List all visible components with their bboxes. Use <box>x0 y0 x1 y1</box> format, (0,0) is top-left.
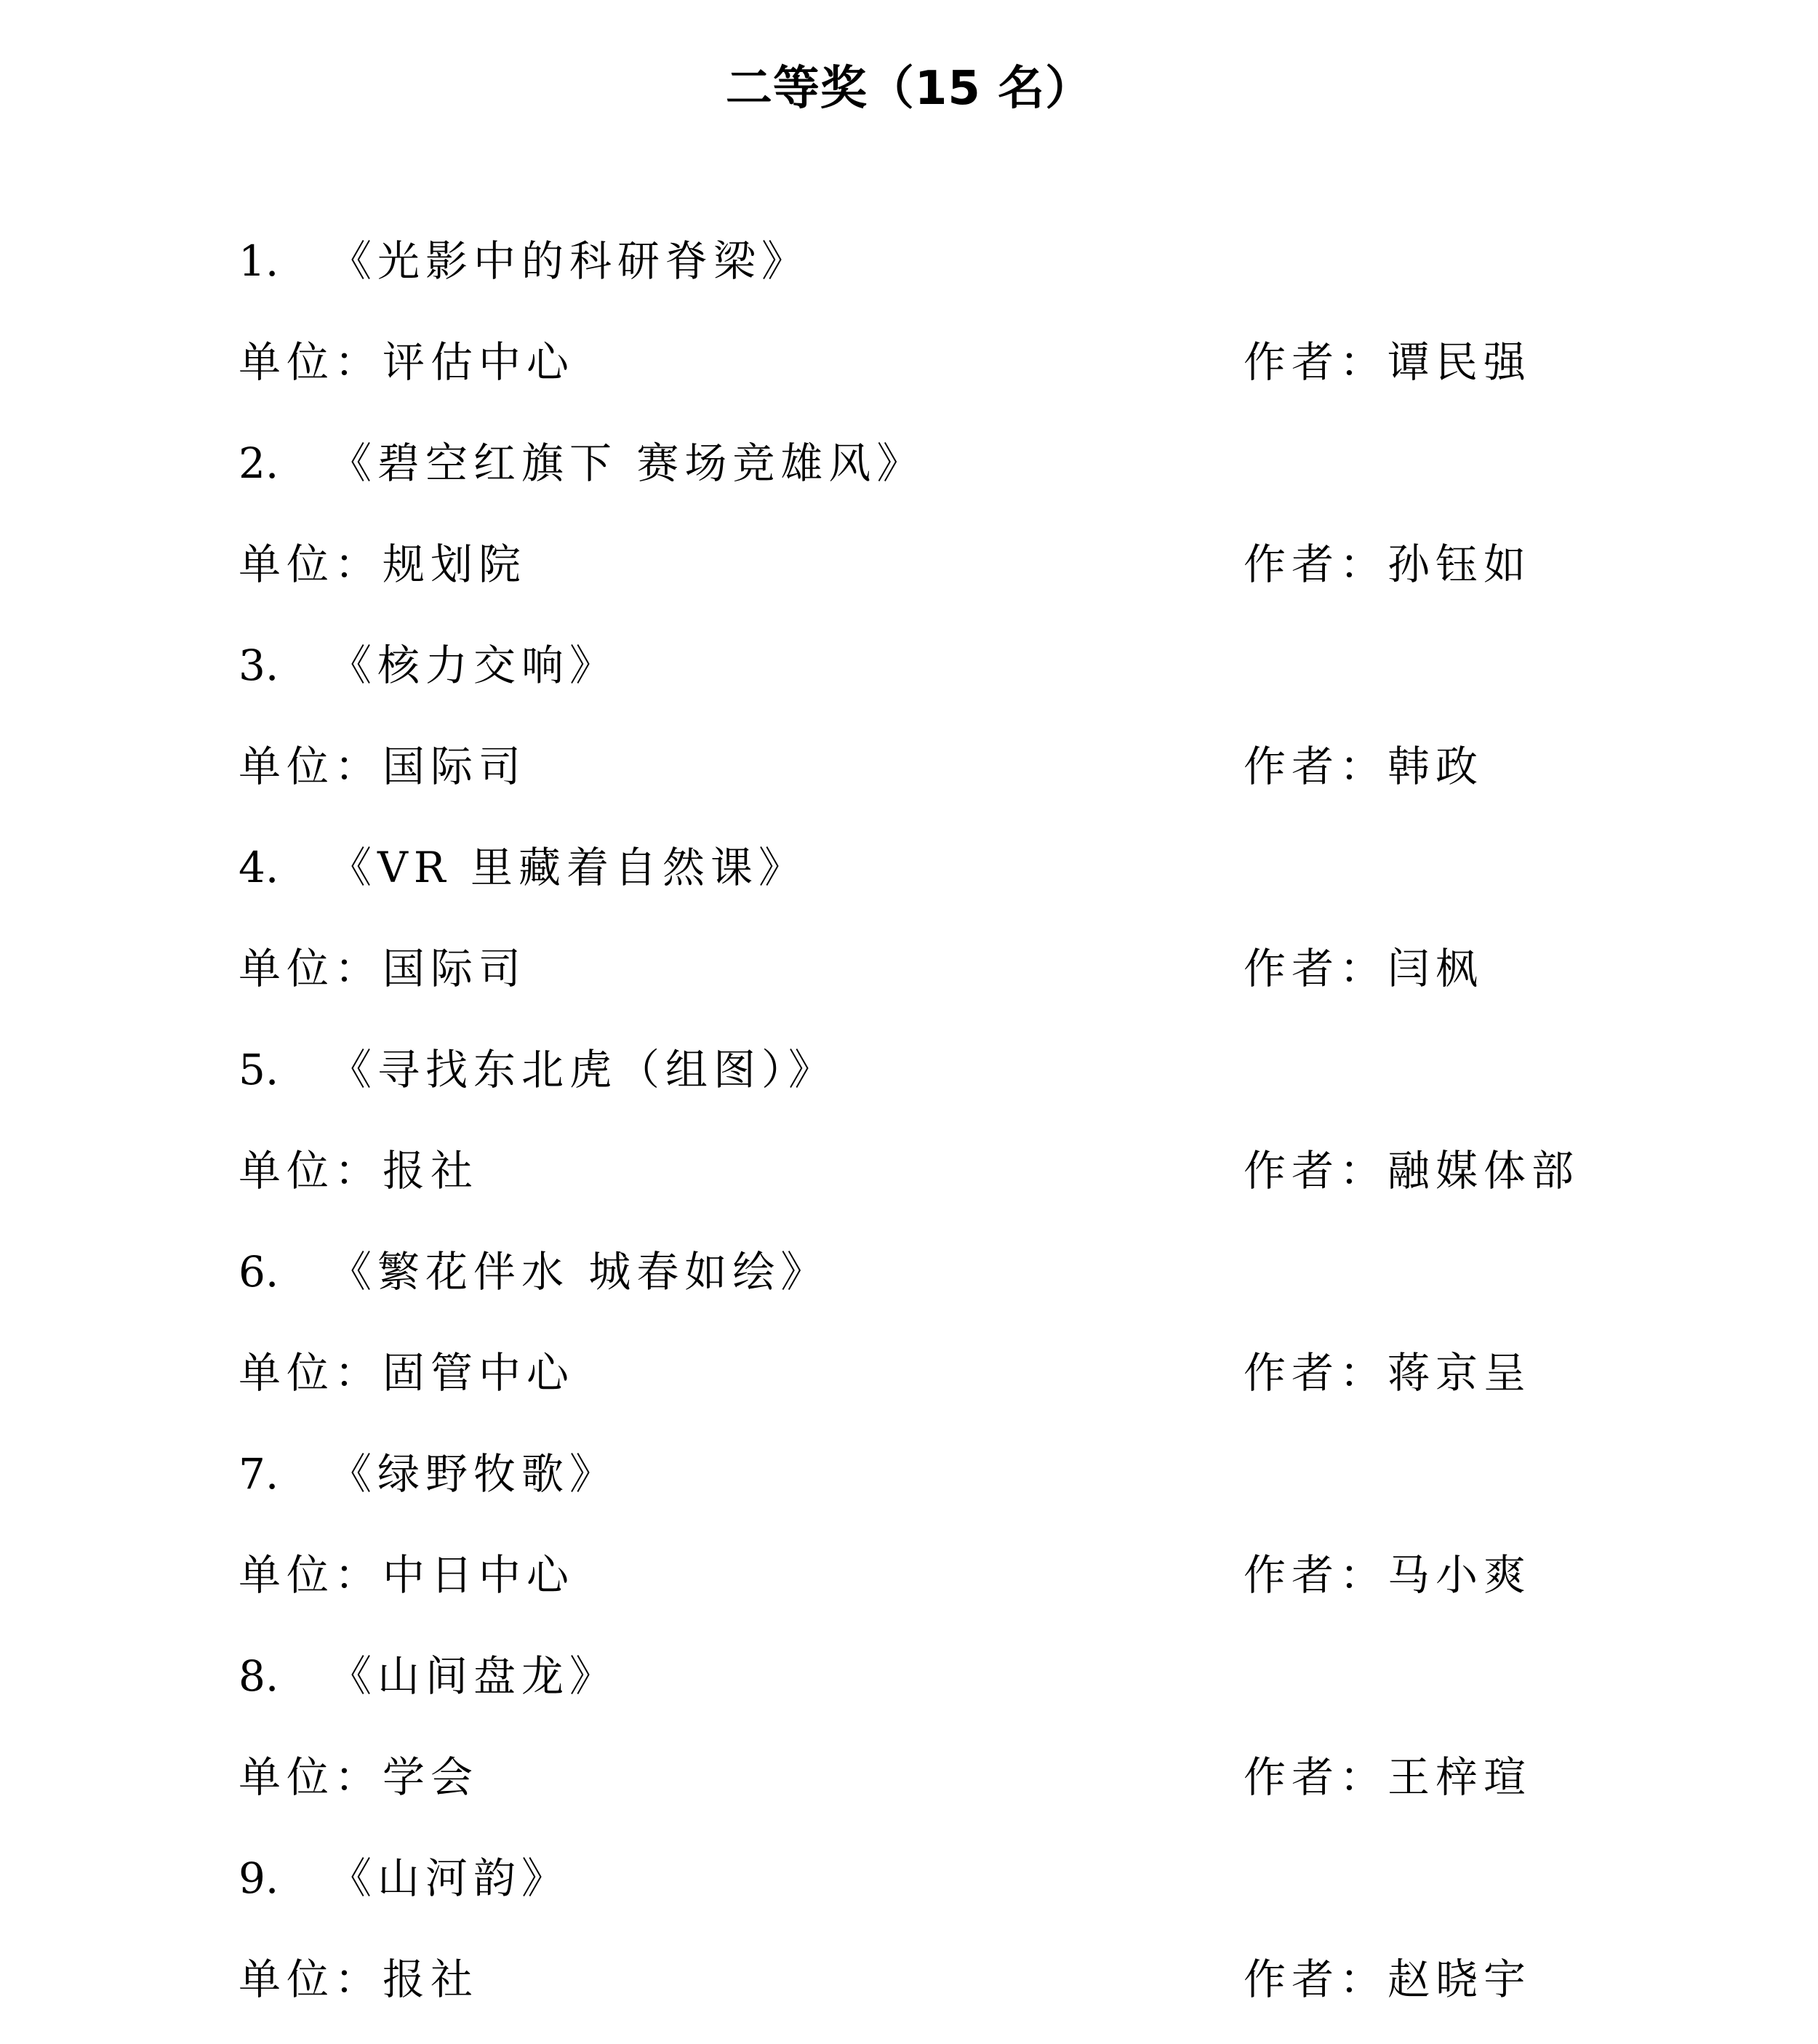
entry-title: 《绿野牧歌》 <box>329 1449 618 1499</box>
award-list <box>239 211 1620 2030</box>
author-label: 作者： <box>1244 1955 1388 2004</box>
unit-value: 报社 <box>383 1955 479 2004</box>
entry-title: 《山河韵》 <box>329 1853 570 1903</box>
entry-title: 《寻找东北虎（组图）》 <box>329 1045 837 1094</box>
entry-author <box>1244 1120 1579 1222</box>
entry-unit <box>239 918 526 1019</box>
entry-title-line <box>239 1424 1620 1524</box>
author-label: 作者： <box>1244 337 1388 387</box>
unit-value: 学会 <box>383 1752 479 1802</box>
entry-title: 《光影中的科研脊梁》 <box>329 236 810 286</box>
entry-number: 6. <box>239 1247 279 1296</box>
unit-label: 单位： <box>239 944 383 993</box>
author-value: 谭民强 <box>1387 337 1532 387</box>
entry-unit <box>239 1726 478 1828</box>
unit-label: 单位： <box>239 1146 383 1195</box>
entry-meta-line <box>239 1524 1620 1626</box>
entry-number: 5. <box>239 1045 279 1094</box>
author-value: 韩政 <box>1387 742 1484 791</box>
page-title: 二等奖（15 名） <box>725 62 1093 116</box>
entry-title-line <box>239 1222 1620 1322</box>
entry-title: 《核力交响》 <box>329 641 618 690</box>
entry-unit <box>239 311 574 413</box>
entry-meta-line <box>239 513 1620 615</box>
unit-value: 报社 <box>383 1146 479 1195</box>
entry-author <box>1244 1322 1531 1424</box>
entry-unit <box>239 513 526 615</box>
entry-title-line <box>239 1626 1620 1726</box>
list-item <box>239 1019 1620 1222</box>
author-value: 赵晓宇 <box>1387 1955 1532 2004</box>
unit-label: 单位： <box>239 1550 383 1600</box>
entry-author <box>1244 1928 1531 2030</box>
entry-meta-line <box>239 1928 1620 2030</box>
entry-meta-line <box>239 1120 1620 1222</box>
author-value: 马小爽 <box>1387 1550 1532 1600</box>
entry-title-line <box>239 1019 1620 1120</box>
unit-value: 固管中心 <box>383 1348 575 1398</box>
author-label: 作者： <box>1244 1146 1388 1195</box>
entry-number: 4. <box>239 843 279 892</box>
unit-label: 单位： <box>239 742 383 791</box>
author-label: 作者： <box>1244 1752 1388 1802</box>
entry-number: 3. <box>239 641 279 690</box>
author-label: 作者： <box>1244 1550 1388 1600</box>
unit-value: 规划院 <box>383 540 527 589</box>
entry-number: 8. <box>239 1651 279 1701</box>
entry-meta-line <box>239 1726 1620 1828</box>
entry-meta-line <box>239 918 1620 1019</box>
entry-unit <box>239 716 526 817</box>
entry-unit <box>239 1928 478 2030</box>
entry-title: 《山间盘龙》 <box>329 1651 618 1701</box>
unit-label: 单位： <box>239 540 383 589</box>
list-item <box>239 1222 1620 1424</box>
entry-title: 《碧空红旗下 赛场竞雄风》 <box>329 438 925 488</box>
unit-label: 单位： <box>239 1348 383 1398</box>
entry-title-line <box>239 615 1620 716</box>
entry-number: 2. <box>239 438 279 488</box>
entry-meta-line <box>239 311 1620 413</box>
entry-unit <box>239 1524 574 1626</box>
entry-meta-line <box>239 716 1620 817</box>
author-value: 王梓瑄 <box>1387 1752 1532 1802</box>
author-value: 融媒体部 <box>1387 1146 1580 1195</box>
list-item <box>239 1828 1620 2030</box>
list-item <box>239 1626 1620 1828</box>
author-value: 孙钰如 <box>1387 540 1532 589</box>
entry-number: 9. <box>239 1853 279 1903</box>
unit-value: 评估中心 <box>383 337 575 387</box>
entry-author <box>1244 311 1531 413</box>
entry-number: 7. <box>239 1449 279 1499</box>
unit-label: 单位： <box>239 337 383 387</box>
author-label: 作者： <box>1244 944 1388 993</box>
author-label: 作者： <box>1244 1348 1388 1398</box>
entry-number: 1. <box>239 236 279 286</box>
author-label: 作者： <box>1244 742 1388 791</box>
entry-title-line <box>239 413 1620 513</box>
list-item <box>239 413 1620 615</box>
entry-unit <box>239 1120 478 1222</box>
author-label: 作者： <box>1244 540 1388 589</box>
author-value: 蒋京呈 <box>1387 1348 1532 1398</box>
entry-author <box>1244 513 1531 615</box>
entry-meta-line <box>239 1322 1620 1424</box>
unit-value: 国际司 <box>383 742 527 791</box>
list-item <box>239 615 1620 817</box>
entry-author <box>1244 1726 1531 1828</box>
entry-title-line <box>239 211 1620 311</box>
list-item <box>239 211 1620 413</box>
entry-title-line <box>239 817 1620 918</box>
author-value: 闫枫 <box>1387 944 1484 993</box>
entry-title: 《VR 里藏着自然课》 <box>329 843 806 892</box>
entry-title-line <box>239 1828 1620 1928</box>
list-item <box>239 817 1620 1019</box>
unit-value: 国际司 <box>383 944 527 993</box>
entry-unit <box>239 1322 574 1424</box>
list-item <box>239 1424 1620 1626</box>
unit-label: 单位： <box>239 1955 383 2004</box>
entry-author <box>1244 716 1483 817</box>
entry-author <box>1244 1524 1531 1626</box>
unit-value: 中日中心 <box>383 1550 575 1600</box>
unit-label: 单位： <box>239 1752 383 1802</box>
entry-author <box>1244 918 1483 1019</box>
entry-title: 《繁花伴水 城春如绘》 <box>329 1247 829 1296</box>
